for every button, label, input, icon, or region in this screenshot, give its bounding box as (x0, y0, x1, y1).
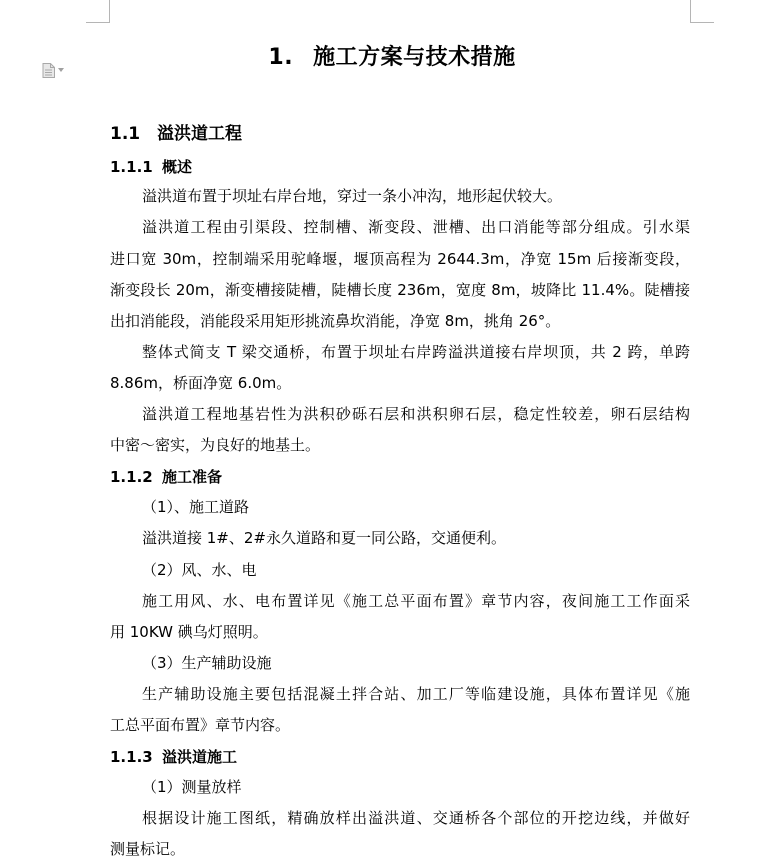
paragraph-line: 生产辅助设施主要包括混凝土拌合站、加工厂等临建设施，具体布置详见《施 (142, 685, 690, 703)
list-item-label: （1）、施工道路 (142, 498, 250, 516)
subsection-title: 概述 (162, 158, 193, 176)
paragraph-line: 出扣消能段，消能段采用矩形挑流鼻坎消能，净宽 8m，挑角 26°。 (110, 312, 561, 330)
paragraph-line: 施工用风、水、电布置详见《施工总平面布置》章节内容，夜间施工工作面采 (142, 592, 690, 610)
list-item-label: （3）生产辅助设施 (142, 654, 272, 672)
list-item-label: （2）风、水、电 (142, 561, 257, 579)
crop-mark (86, 22, 110, 23)
paragraph-line: 进口宽 30m，控制端采用驼峰堰，堰顶高程为 2644.3m，净宽 15m 后接渐变段， (110, 250, 690, 268)
paragraph-line: 渐变段长 20m，渐变槽接陡槽，陡槽长度 236m，宽度 8m，坡降比 11.4%。陡槽接 (110, 281, 690, 299)
paragraph-line: 用 10KW 碘乌灯照明。 (110, 623, 268, 641)
paragraph-line: 溢洪道布置于坝址右岸台地，穿过一条小冲沟，地形起伏较大。 (142, 187, 563, 205)
paragraph-line: 溢洪道工程地基岩性为洪积砂砾石层和洪积卵石层，稳定性较差，卵石层结构 (142, 405, 690, 423)
crop-mark (690, 22, 714, 23)
subsection-title: 施工准备 (162, 468, 223, 486)
subsection-number: 1.1.3 (110, 748, 153, 766)
section-heading (110, 119, 242, 144)
paragraph-line: 溢洪道工程由引渠段、控制槽、渐变段、泄槽、出口消能等部分组成。引水渠 (142, 218, 690, 236)
crop-mark (109, 0, 110, 23)
chapter-heading (0, 40, 784, 71)
section-title: 溢洪道工程 (157, 124, 242, 144)
subsection-heading (110, 466, 222, 487)
subsection-number: 1.1.1 (110, 158, 153, 176)
crop-mark (690, 0, 691, 23)
paragraph-line: 工总平面布置》章节内容。 (110, 716, 291, 734)
chapter-number: 1. (268, 45, 294, 70)
section-number: 1.1 (110, 124, 141, 144)
paragraph-line: 测量标记。 (110, 840, 186, 858)
subsection-title: 溢洪道施工 (162, 748, 238, 766)
subsection-heading (110, 156, 192, 177)
chapter-title: 施工方案与技术措施 (313, 45, 516, 70)
paragraph-line: 根据设计施工图纸，精确放样出溢洪道、交通桥各个部位的开挖边线，并做好 (142, 809, 690, 827)
paragraph-line: 8.86m，桥面净宽 6.0m。 (110, 374, 292, 392)
subsection-heading (110, 746, 237, 767)
list-item-label: （1）测量放样 (142, 778, 242, 796)
paragraph-line: 中密～密实，为良好的地基土。 (110, 436, 321, 454)
subsection-number: 1.1.2 (110, 468, 153, 486)
paragraph-line: 溢洪道接 1#、2#永久道路和夏一同公路，交通便利。 (142, 529, 506, 547)
paragraph-line: 整体式简支 T 梁交通桥，布置于坝址右岸跨溢洪道接右岸坝顶，共 2 跨，单跨 (142, 343, 690, 361)
